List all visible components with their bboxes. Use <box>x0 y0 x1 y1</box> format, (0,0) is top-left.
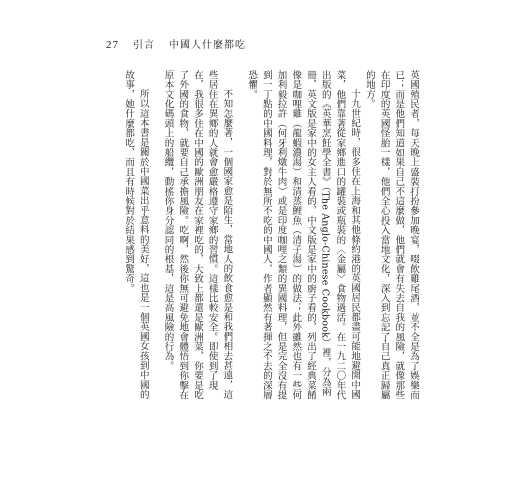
book-title: 中國人什麼都吃 <box>169 40 246 51</box>
paragraph-4: 所以這本書是關於中國菜出乎意料的美好，這也是一個英國女孩到中國的故事，她什麼都吃，而且有時候對於結果感到驚奇。 <box>123 70 149 400</box>
running-header <box>106 36 246 51</box>
page-number: 27 <box>106 39 119 51</box>
paragraph-3: 不知怎麼著，一個國家愈是陌生，當地人的飲食愈是和我們相去甚遠，這些居住在異鄉的人就會愈嚴格遵守家鄉的習慣。這樣比較安全。即使到了現在，我很多住在中國的歐洲朋友在家裡吃的，大致上都還是歐洲菜，你要是吃了外國的食物，就要自己承擔風險。吃啊，然後你無可避免地會體悟到你擊在原本文化碼頭上的船纜，動搖你身分認同的根基，這是高風險的行為。 <box>162 70 233 400</box>
paragraph-1: 英國殖民者，每天晚上盛裝打扮參加晚宴，啜飲雞尾酒，並不全是為了娛樂而已；而是他們知道如果自己不這麼做，他們就會有失去自我的風險，就像那些在印度的英國怪胎一樣，他們全心投入當地文化，深入到忘記了自己真正歸屬的地方。 <box>363 70 419 400</box>
vertical-text-body <box>110 70 420 400</box>
section-title: 引言 <box>133 40 155 51</box>
paragraph-2: 十九世紀時，很多住在上海和其他條約港的英國居民都盡可能地避開中國菜，他們靠著從家鄉進口的罐裝或瓶裝的〈金屬〉食物過活。在一九二〇年代出版的《英華烹飪學全書》（The Anglo-Chinese Cookbook）裡，分為兩冊，英文版是家中的女主人看的，中文版是家中的廚子看的，列出了經典菜餚像是咖哩雞（龍蝦濃湯）和清蒸鯉魚（清子湯）的做法；此外雖然也有一些何加利毅拉許（何牙利燉牛肉）或是印度咖哩之類的異國料理，但是完全沒有提到一丁點的中國料理，對於無所不吃的中國人，作者顯然有著揮之不去的深層恐懼。 <box>246 70 361 400</box>
